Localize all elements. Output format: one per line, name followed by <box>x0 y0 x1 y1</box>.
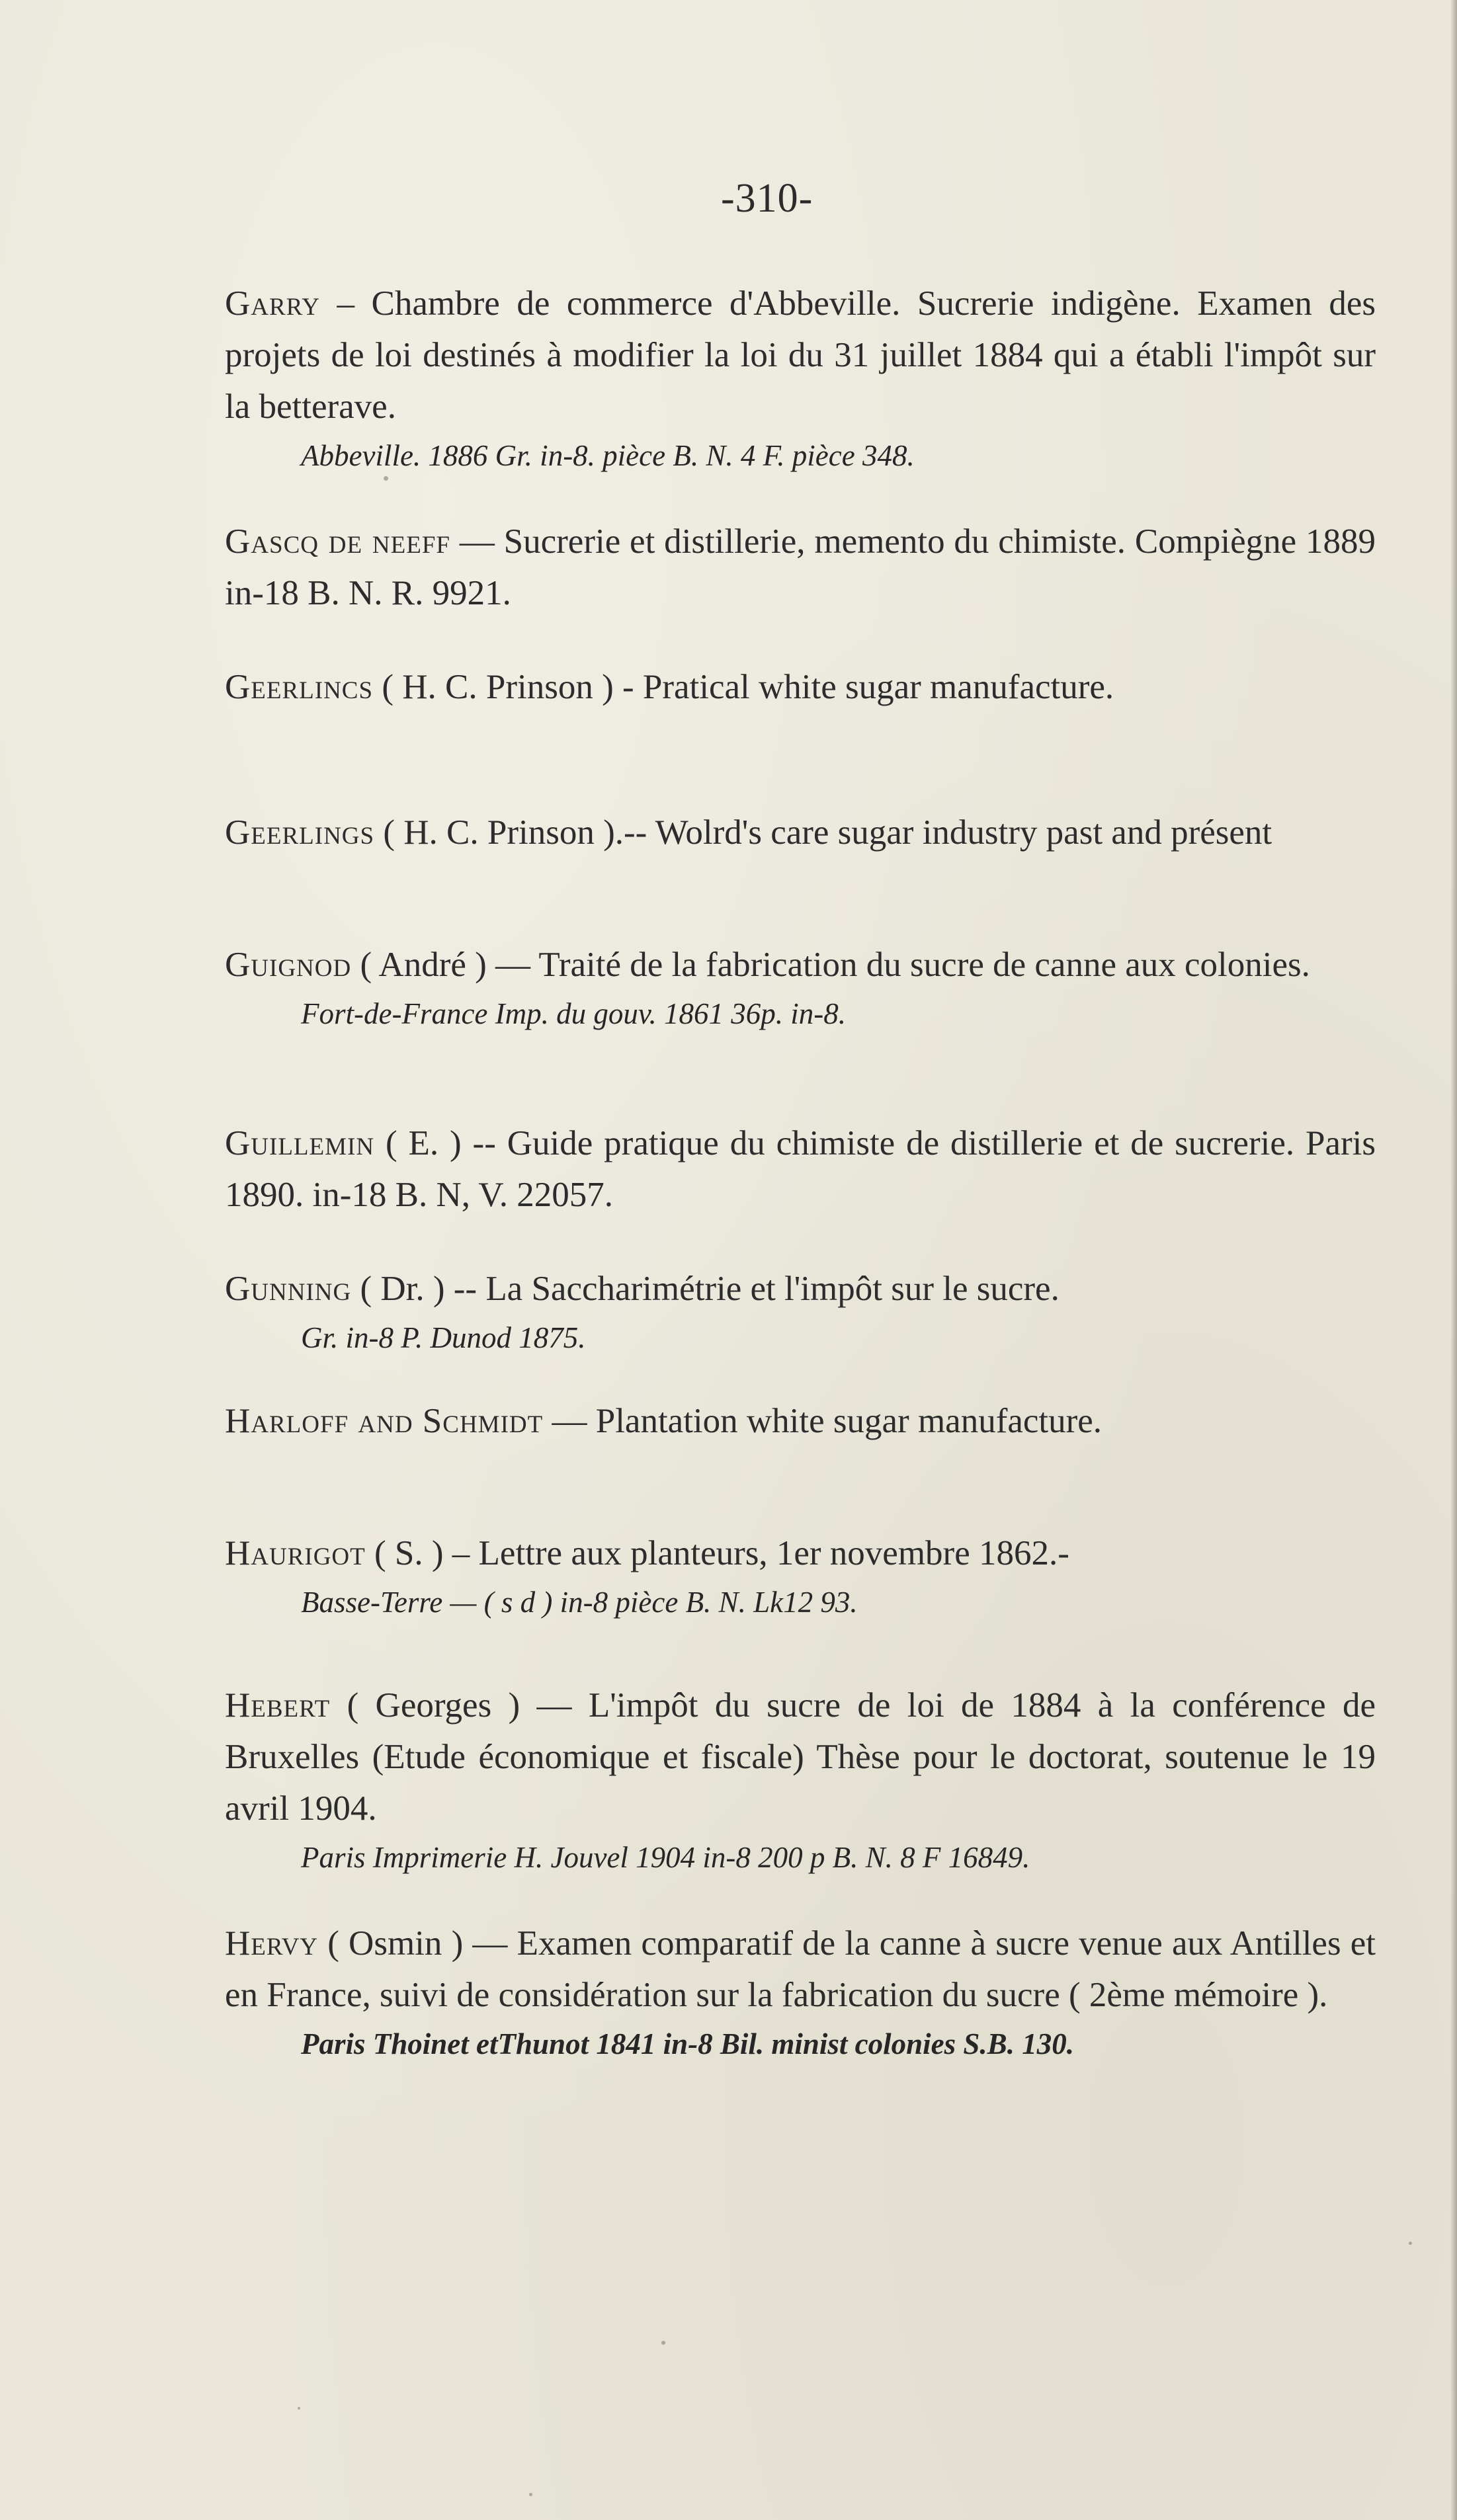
page-number: -310- <box>721 176 813 221</box>
entry-author: Guignod <box>225 946 352 984</box>
entry-separator: ( Georges ) — <box>330 1686 589 1725</box>
entry-author: Geerlincs <box>225 668 374 706</box>
entry-separator: ( André ) — <box>351 946 539 984</box>
entry-separator: — <box>543 1402 596 1440</box>
entry-publication: Paris Thoinet etThunot 1841 in-8 Bil. minist colonies S.B. 130. <box>301 2027 1074 2060</box>
entry-title: Examen comparatif de la canne à sucre venue aux Antilles et en France, suivi de considération sur la fabrication du sucre ( 2ème mémoire ). <box>225 1924 1376 2014</box>
entry-text <box>225 939 1376 991</box>
entry-title: Plantation white sugar manufacture. <box>595 1402 1103 1440</box>
entry-title: Chambre de commerce d'Abbeville. Sucrerie indigène. Examen des projets de loi destinés à modifier la loi du 31 juillet 1884 qui a établi l'impôt sur la betterave. <box>225 284 1376 426</box>
entry-author: Gascq de neeff <box>225 522 451 561</box>
entry-publication: Fort-de-France Imp. du gouv. 1861 36p. in-8. <box>301 997 846 1030</box>
entry-text <box>225 516 1376 619</box>
bibliography-entry <box>225 1395 1376 1447</box>
entry-author: Haurigot <box>225 1534 366 1572</box>
entry-author: Hebert <box>225 1686 331 1725</box>
bibliography-entry <box>225 278 1376 479</box>
bibliography-entry <box>225 661 1376 713</box>
entry-text <box>225 661 1376 713</box>
entry-title: Traité de la fabrication du sucre de canne aux colonies. <box>538 946 1310 984</box>
entry-text <box>225 1263 1376 1315</box>
entry-text <box>225 1918 1376 2021</box>
entry-publication: Abbeville. 1886 Gr. in-8. pièce B. N. 4 F. pièce 348. <box>301 439 915 472</box>
entry-text <box>225 1527 1376 1579</box>
entry-title: La Saccharimétrie et l'impôt sur le sucre. <box>485 1270 1060 1308</box>
entry-publication: Basse-Terre — ( s d ) in-8 pièce B. N. Lk12 93. <box>301 1586 858 1619</box>
bibliography-entry <box>225 1118 1376 1221</box>
speck <box>298 2407 300 2410</box>
bibliography-entry <box>225 939 1376 1037</box>
entry-title: L'impôt du sucre de loi de 1884 à la conférence de Bruxelles (Etude économique et fiscale) Thèse pour le doctorat, soutenue le 19 avril 1904. <box>225 1686 1376 1828</box>
page-edge-shadow <box>1450 0 1457 2520</box>
entry-publication: Paris Imprimerie H. Jouvel 1904 in-8 200 p B. N. 8 F 16849. <box>301 1841 1030 1874</box>
entry-title: Pratical white sugar manufacture. <box>642 668 1114 706</box>
entry-separator: ( S. ) – <box>365 1534 479 1572</box>
entry-author: Hervy <box>225 1924 319 1963</box>
entry-text <box>225 1118 1376 1221</box>
entry-text <box>225 278 1376 432</box>
entry-title: Lettre aux planteurs, 1er novembre 1862.- <box>478 1534 1069 1572</box>
entry-text <box>225 807 1376 858</box>
entry-author: Harloff and Schmidt <box>225 1402 544 1440</box>
bibliography-entry <box>225 1680 1376 1881</box>
bibliography-entry <box>225 807 1376 858</box>
entry-publication: Gr. in-8 P. Dunod 1875. <box>301 1321 586 1354</box>
entry-separator: ( H. C. Prinson ) - <box>373 668 643 706</box>
entry-title: Wolrd's care sugar industry past and présent <box>655 813 1272 852</box>
entry-separator: – <box>320 284 372 323</box>
entry-title: Sucrerie et distillerie, memento du chimiste. Compiègne 1889 in-18 B. N. R. 9921. <box>225 522 1376 612</box>
entry-separator: ( Osmin ) — <box>318 1924 517 1963</box>
entry-author: Garry <box>225 284 321 323</box>
entry-separator: ( Dr. ) -- <box>351 1270 486 1308</box>
entry-author: Geerlings <box>225 813 375 852</box>
entry-separator: ( E. ) -- <box>374 1124 507 1162</box>
speck <box>384 476 388 481</box>
entry-separator: — <box>450 522 504 561</box>
speck <box>661 2341 665 2345</box>
bibliography-entry <box>225 1263 1376 1361</box>
entry-text <box>225 1680 1376 1834</box>
entry-title: Guide pratique du chimiste de distillerie et de sucrerie. Paris 1890. in-18 B. N, V. 22057. <box>225 1124 1376 1214</box>
bibliography-entry <box>225 1527 1376 1625</box>
speck <box>1409 2242 1412 2245</box>
speck <box>529 2493 532 2496</box>
entry-text <box>225 1395 1376 1447</box>
bibliography-entry <box>225 516 1376 619</box>
entry-separator: ( H. C. Prinson ).-- <box>374 813 655 852</box>
entry-author: Guillemin <box>225 1124 375 1162</box>
entry-author: Gunning <box>225 1270 352 1308</box>
bibliography-entry <box>225 1918 1376 2067</box>
